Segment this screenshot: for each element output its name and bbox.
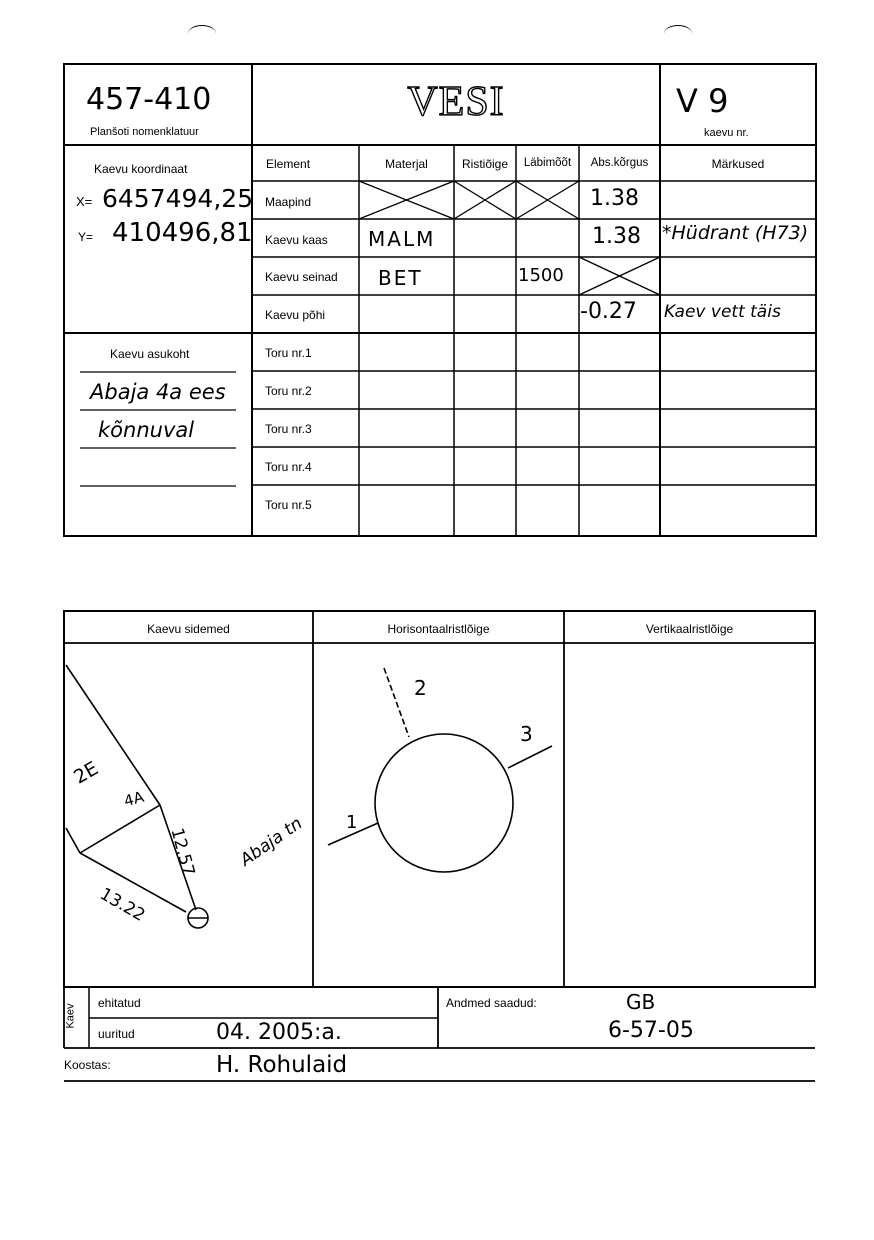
row-label-pipe-5: Toru nr.5 (265, 498, 312, 512)
walls-diameter: 1500 (518, 265, 564, 286)
sketch-distance-1: 12.57 (166, 825, 199, 879)
author-label: Koostas: (64, 1058, 111, 1072)
author-value: H. Rohulaid (216, 1052, 348, 1078)
row-label-ground: Maapind (265, 195, 312, 209)
built-label: ehitatud (98, 996, 141, 1010)
coord-y-value: 410496,81 (112, 218, 253, 248)
row-label-walls: Kaevu seinad (265, 270, 338, 284)
page-title: VESI (407, 79, 505, 125)
ground-elevation: 1.38 (590, 186, 639, 211)
well-number-label: kaevu nr. (704, 127, 749, 139)
row-label-pipe-3: Toru nr.3 (265, 422, 312, 436)
connections-title: Kaevu sidemed (147, 622, 230, 636)
row-label-pipe-1: Toru nr.1 (265, 346, 312, 360)
sketch-street-name: Abaja tn (236, 813, 307, 871)
walls-material: BET (378, 266, 423, 290)
column-header-material: Materjal (385, 157, 428, 171)
coord-y-prefix: Y= (78, 230, 94, 244)
data-received-value-2: 6-57-05 (608, 1018, 694, 1043)
coord-x-prefix: X= (76, 194, 93, 209)
nomenclature-label: Planšoti nomenklatuur (90, 126, 199, 138)
column-header-diameter: Läbimõõt (523, 157, 572, 169)
column-header-notes: Märkused (711, 157, 765, 171)
sketch-distance-2: 13.22 (96, 884, 149, 926)
row-label-lid: Kaevu kaas (265, 233, 328, 247)
column-header-elevation: Abs.kõrgus (590, 157, 649, 169)
pipe-label-1: 1 (346, 812, 358, 833)
location-label: Kaevu asukoht (110, 347, 190, 361)
bottom-notes: Kaev vett täis (664, 302, 781, 322)
horizontal-section-title: Horisontaalristlõige (387, 622, 490, 636)
column-header-cross-section: Ristiõige (461, 157, 509, 171)
coordinates-label: Kaevu koordinaat (94, 162, 188, 176)
column-header-element: Element (266, 157, 311, 171)
row-label-pipe-2: Toru nr.2 (265, 384, 312, 398)
row-label-pipe-4: Toru nr.4 (265, 460, 312, 474)
well-number-value: V 9 (676, 82, 729, 120)
bottom-elevation: -0.27 (580, 299, 637, 324)
coord-x-value: 6457494,25 (102, 184, 254, 213)
pipe-label-2: 2 (414, 676, 427, 700)
footer-side-label: Kaev (64, 1003, 77, 1029)
row-label-bottom: Kaevu põhi (265, 308, 326, 322)
location-line-1: Abaja 4a ees (90, 380, 226, 404)
pipe-label-3: 3 (520, 722, 533, 746)
data-received-value-1: GB (626, 990, 656, 1014)
sketch-label-2e: 2E (70, 757, 102, 789)
location-line-2: kõnnuval (98, 418, 195, 442)
nomenclature-value: 457-410 (86, 82, 212, 117)
lid-notes: *Hüdrant (H73) (662, 222, 809, 244)
data-received-label: Andmed saadud: (446, 996, 537, 1010)
lid-material: MALM (368, 227, 436, 251)
vertical-section-title: Vertikaalristlõige (645, 622, 734, 636)
surveyed-value: 04. 2005:a. (216, 1020, 342, 1045)
surveyed-label: uuritud (98, 1027, 135, 1041)
sketch-label-4a: 4A (122, 787, 146, 811)
lid-elevation: 1.38 (592, 224, 641, 249)
